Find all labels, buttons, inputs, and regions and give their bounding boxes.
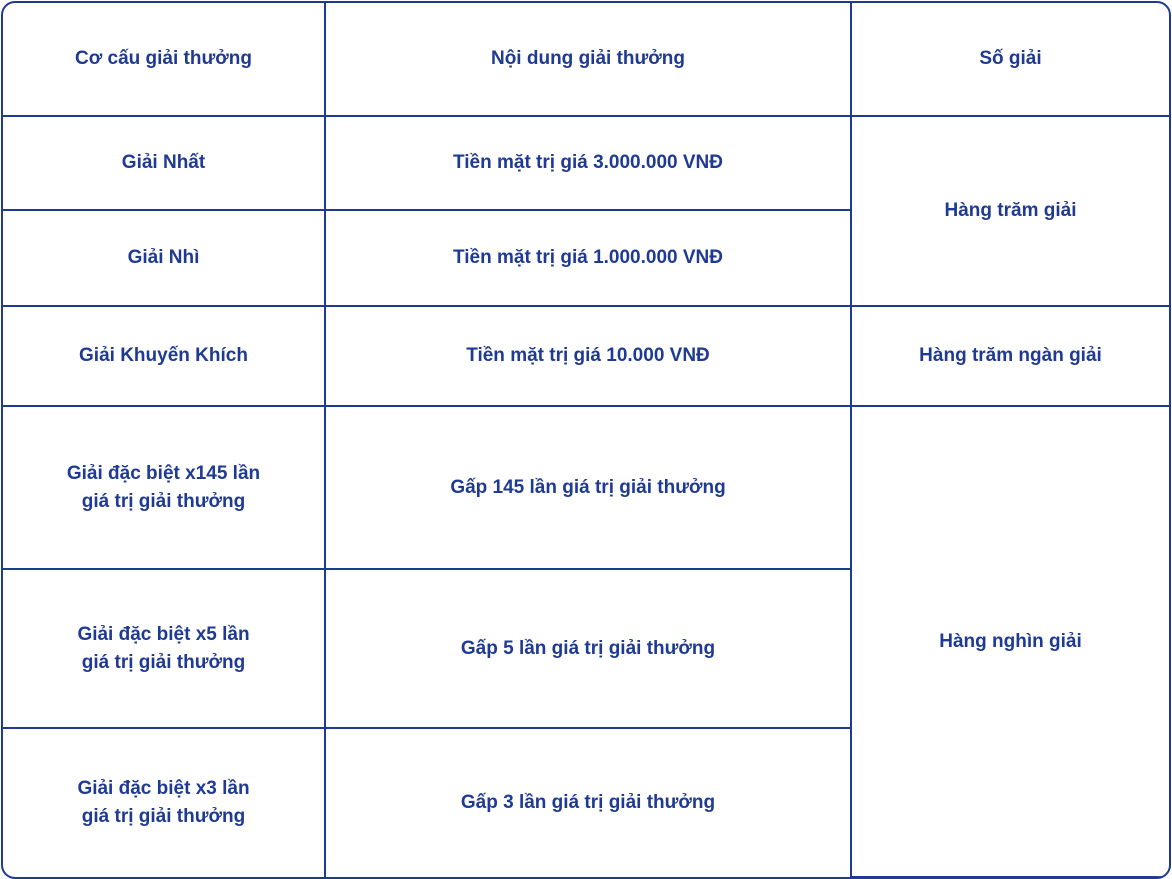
header-structure: Cơ cấu giải thưởng: [3, 3, 325, 116]
row-structure-line1: Giải Nhì: [127, 247, 200, 268]
row-structure: [3, 728, 325, 877]
row-structure: [3, 569, 325, 728]
header-content: Nội dung giải thưởng: [325, 3, 851, 116]
row-content: Gấp 145 lần giá trị giải thưởng: [325, 406, 851, 569]
table-row: [3, 406, 1169, 569]
row-structure-line1: Giải Khuyến Khích: [79, 345, 248, 366]
row-content: Gấp 3 lần giá trị giải thưởng: [325, 728, 851, 877]
row-structure-line1: Giải đặc biệt x5 lần: [77, 623, 250, 645]
row-structure: [3, 210, 325, 306]
header-row: [3, 3, 1169, 116]
row-content: Tiền mặt trị giá 10.000 VNĐ: [325, 306, 851, 406]
table-row: [3, 306, 1169, 406]
count-consolation: Hàng trăm ngàn giải: [851, 306, 1169, 406]
table-row: [3, 116, 1169, 210]
row-structure-line2: giá trị giải thưởng: [81, 806, 246, 827]
prize-table: [3, 3, 1169, 878]
count-top-prizes: Hàng trăm giải: [851, 116, 1169, 306]
row-content: Tiền mặt trị giá 1.000.000 VNĐ: [325, 210, 851, 306]
row-structure-line2: giá trị giải thưởng: [81, 490, 246, 512]
row-structure: [3, 116, 325, 210]
row-content: Tiền mặt trị giá 3.000.000 VNĐ: [325, 116, 851, 210]
row-structure-line1: Giải đặc biệt x3 lần: [77, 778, 250, 799]
row-structure-line2: giá trị giải thưởng: [81, 651, 246, 673]
count-special: Hàng nghìn giải: [851, 406, 1169, 877]
row-structure: [3, 306, 325, 406]
header-count: Số giải: [851, 3, 1169, 116]
row-content: Gấp 5 lần giá trị giải thưởng: [325, 569, 851, 728]
prize-table-frame: [1, 1, 1171, 879]
row-structure-line1: Giải đặc biệt x145 lần: [66, 462, 261, 484]
row-structure-line1: Giải Nhất: [121, 152, 206, 173]
row-structure: [3, 406, 325, 569]
